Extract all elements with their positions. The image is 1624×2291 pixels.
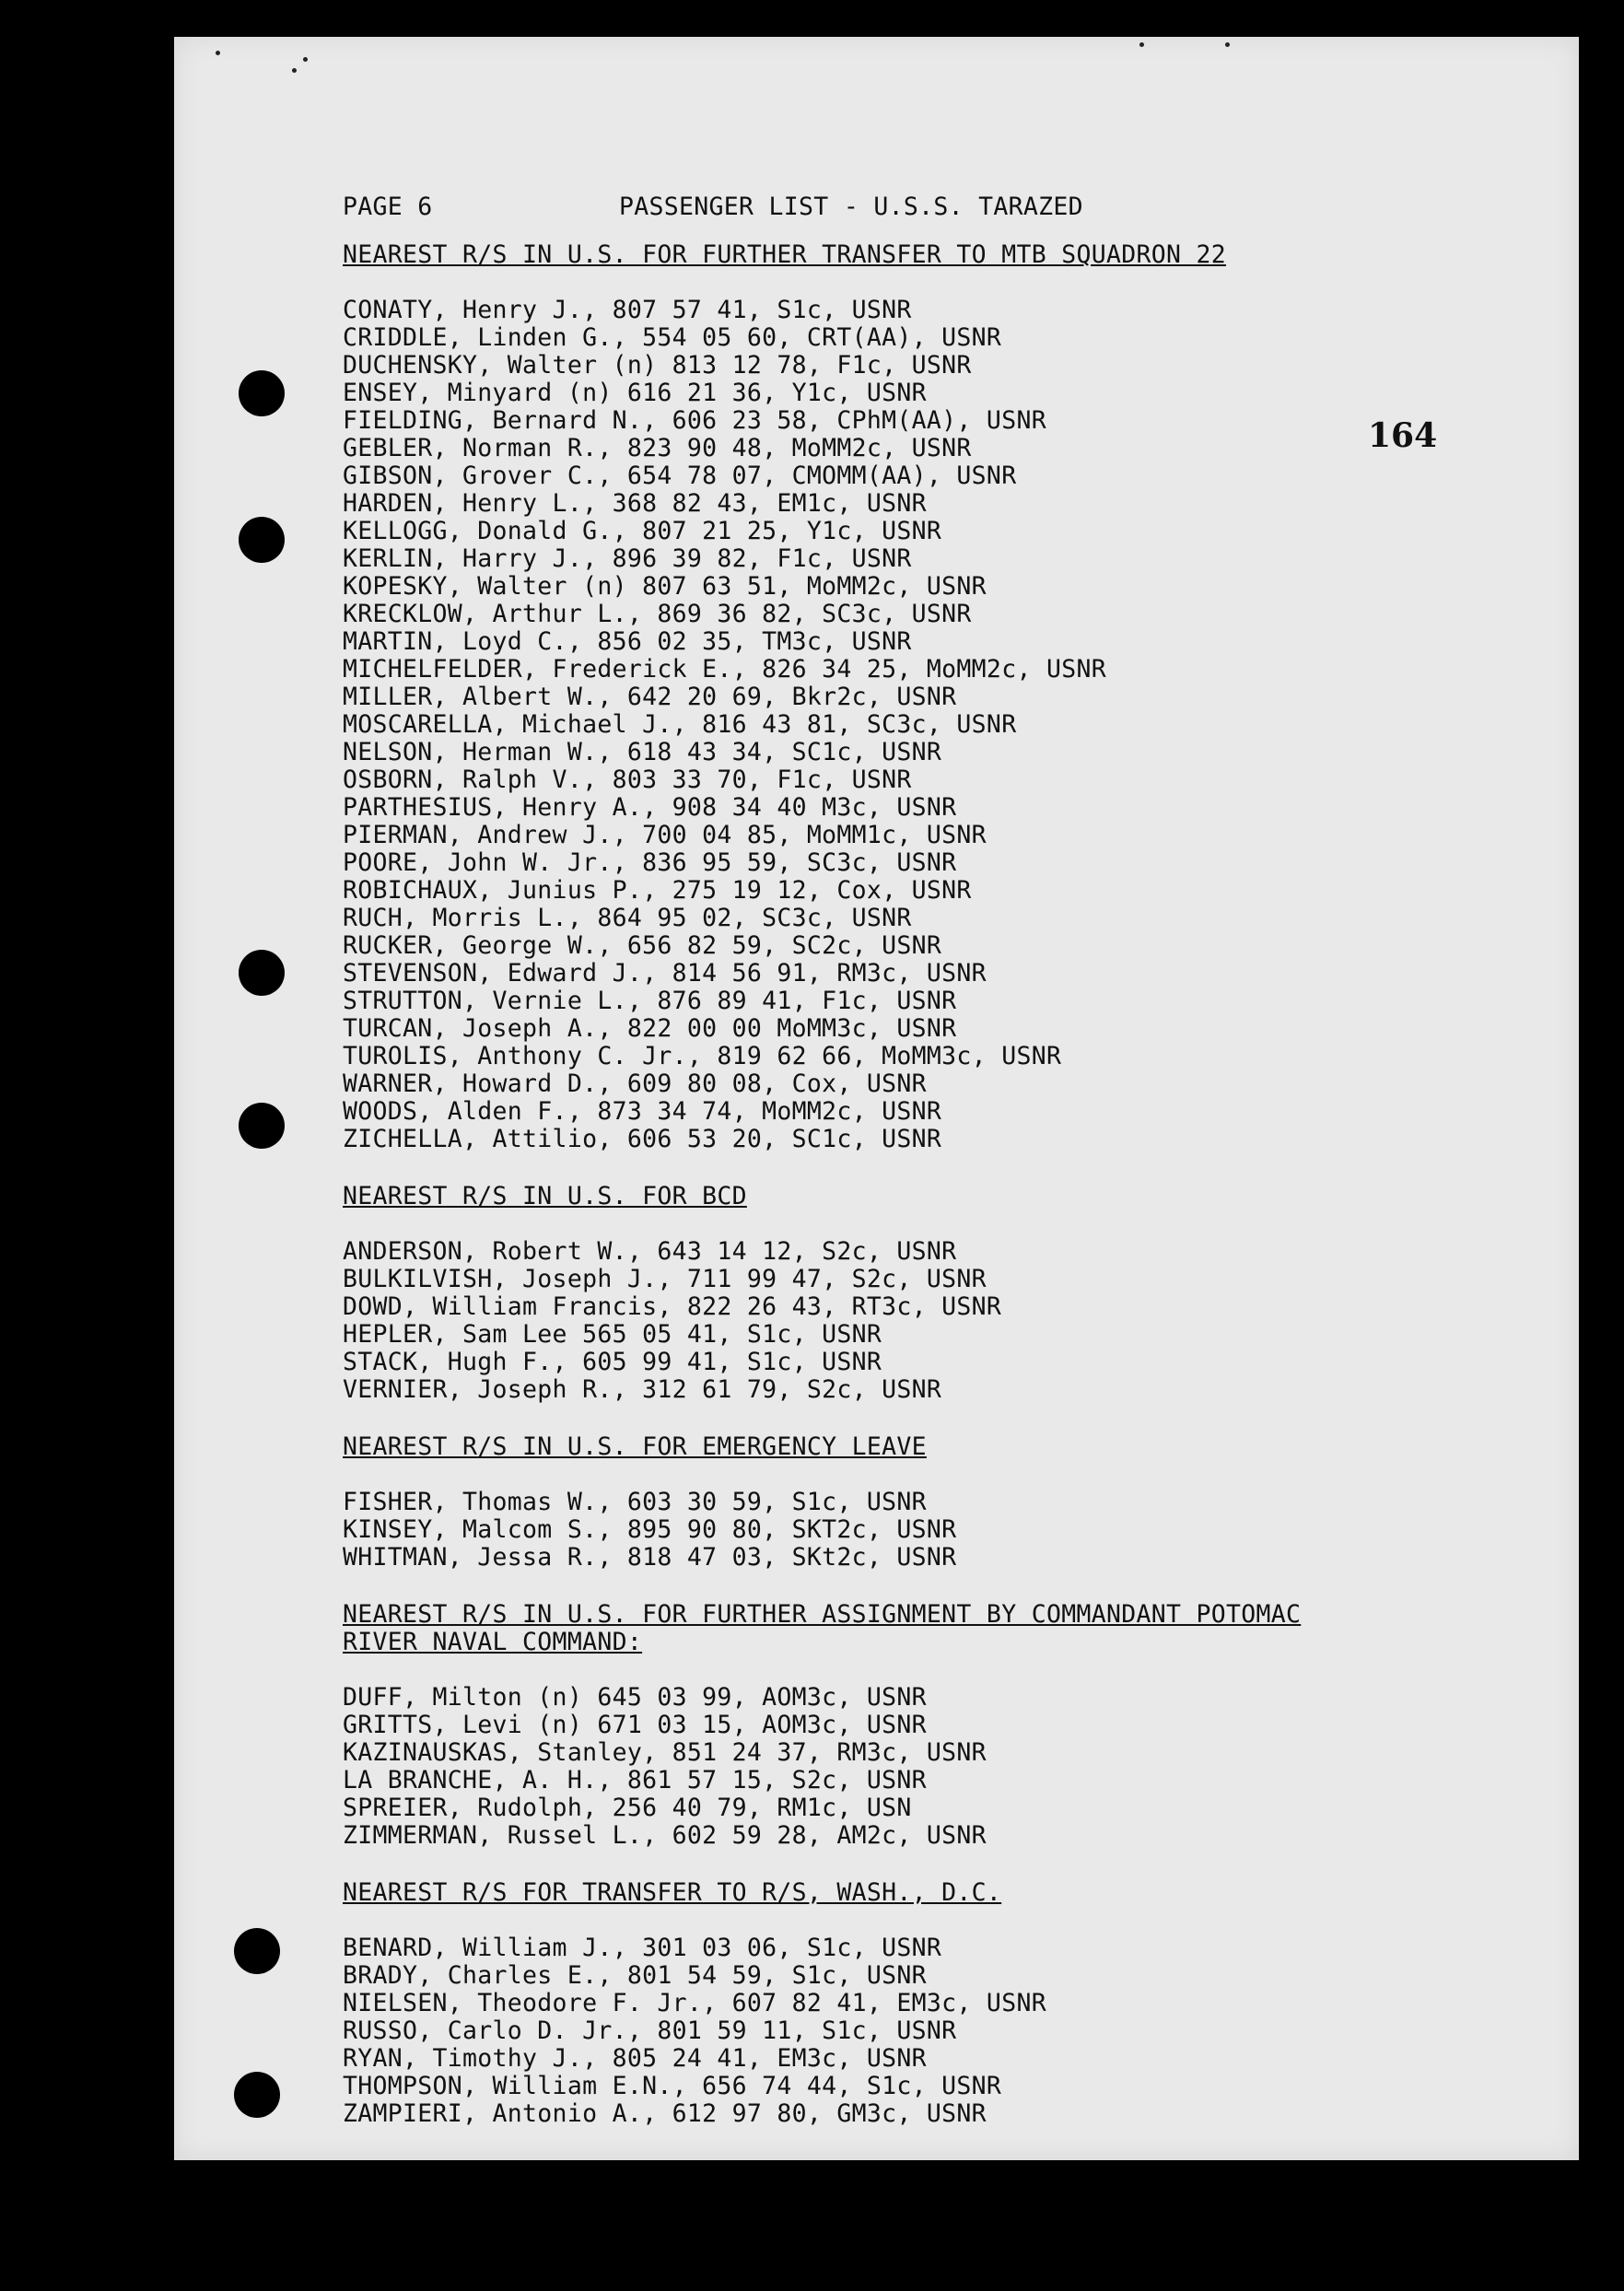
passenger-entry: SPREIER, Rudolph, 256 40 79, RM1c, USN — [343, 1794, 912, 1822]
entry-list — [343, 1238, 1540, 1404]
binder-hole — [239, 517, 285, 563]
passenger-entry: POORE, John W. Jr., 836 95 59, SC3c, USNR — [343, 848, 957, 877]
passenger-entry: TUROLIS, Anthony C. Jr., 819 62 66, MoMM3c, USNR — [343, 1042, 1062, 1070]
page-title: PASSENGER LIST - U.S.S. TARAZED — [619, 193, 1083, 221]
passenger-entry: MICHELFELDER, Frederick E., 826 34 25, MoMM2c, USNR — [343, 655, 1106, 684]
passenger-entry: DUCHENSKY, Walter (n) 813 12 78, F1c, USNR — [343, 351, 972, 380]
passenger-entry: CONATY, Henry J., 807 57 41, S1c, USNR — [343, 296, 912, 324]
passenger-entry: FISHER, Thomas W., 603 30 59, S1c, USNR — [343, 1488, 927, 1516]
binder-hole — [234, 2072, 280, 2118]
passenger-entry: PARTHESIUS, Henry A., 908 34 40 M3c, USNR — [343, 793, 957, 822]
dust-speck — [216, 51, 220, 55]
passenger-entry: HARDEN, Henry L., 368 82 43, EM1c, USNR — [343, 489, 927, 518]
page-label: PAGE 6 — [343, 193, 433, 221]
passenger-entry: MARTIN, Loyd C., 856 02 35, TM3c, USNR — [343, 627, 912, 656]
binder-hole — [239, 370, 285, 416]
passenger-entry: KELLOGG, Donald G., 807 21 25, Y1c, USNR — [343, 517, 942, 545]
dust-speck — [1225, 42, 1230, 47]
passenger-entry: KERLIN, Harry J., 896 39 82, F1c, USNR — [343, 544, 912, 573]
passenger-entry: ZIMMERMAN, Russel L., 602 59 28, AM2c, USNR — [343, 1821, 987, 1850]
passenger-entry: ZICHELLA, Attilio, 606 53 20, SC1c, USNR — [343, 1125, 942, 1153]
list-section — [343, 1879, 1540, 2128]
section-heading: NEAREST R/S IN U.S. FOR FURTHER ASSIGNMENT BY COMMANDANT POTOMAC RIVER NAVAL COMMAND: — [343, 1600, 1302, 1656]
list-section — [343, 241, 1540, 1153]
passenger-entry: ANDERSON, Robert W., 643 14 12, S2c, USNR — [343, 1237, 957, 1266]
passenger-entry: ROBICHAUX, Junius P., 275 19 12, Cox, USNR — [343, 876, 972, 905]
section-heading: NEAREST R/S IN U.S. FOR FURTHER TRANSFER TO MTB SQUADRON 22 — [343, 240, 1227, 269]
passenger-entry: KAZINAUSKAS, Stanley, 851 24 37, RM3c, USNR — [343, 1738, 987, 1767]
passenger-entry: RUCKER, George W., 656 82 59, SC2c, USNR — [343, 931, 942, 960]
section-heading: NEAREST R/S IN U.S. FOR EMERGENCY LEAVE — [343, 1432, 927, 1461]
passenger-entry: STRUTTON, Vernie L., 876 89 41, F1c, USNR — [343, 987, 957, 1015]
passenger-entry: KINSEY, Malcom S., 895 90 80, SKT2c, USNR — [343, 1515, 957, 1544]
section-heading: NEAREST R/S FOR TRANSFER TO R/S, WASH., D.C. — [343, 1878, 1002, 1907]
passenger-entry: VERNIER, Joseph R., 312 61 79, S2c, USNR — [343, 1375, 942, 1404]
sections-container — [343, 241, 1540, 2128]
passenger-entry: GRITTS, Levi (n) 671 03 15, AOM3c, USNR — [343, 1711, 927, 1739]
passenger-entry: CRIDDLE, Linden G., 554 05 60, CRT(AA), USNR — [343, 323, 1002, 352]
passenger-entry: WOODS, Alden F., 873 34 74, MoMM2c, USNR — [343, 1097, 942, 1126]
list-section — [343, 1183, 1540, 1404]
list-section — [343, 1601, 1540, 1850]
passenger-entry: BULKILVISH, Joseph J., 711 99 47, S2c, USNR — [343, 1265, 987, 1293]
passenger-entry: DUFF, Milton (n) 645 03 99, AOM3c, USNR — [343, 1683, 927, 1712]
passenger-entry: BENARD, William J., 301 03 06, S1c, USNR — [343, 1934, 942, 1962]
passenger-entry: STACK, Hugh F., 605 99 41, S1c, USNR — [343, 1348, 882, 1376]
passenger-entry: DOWD, William Francis, 822 26 43, RT3c, USNR — [343, 1292, 1002, 1321]
entry-list — [343, 1934, 1540, 2128]
document-page — [174, 37, 1579, 2160]
passenger-entry: KRECKLOW, Arthur L., 869 36 82, SC3c, USNR — [343, 600, 972, 628]
dust-speck — [292, 68, 297, 73]
passenger-list — [343, 193, 1540, 2157]
passenger-entry: RYAN, Timothy J., 805 24 41, EM3c, USNR — [343, 2044, 927, 2073]
passenger-entry: WARNER, Howard D., 609 80 08, Cox, USNR — [343, 1070, 927, 1098]
passenger-entry: FIELDING, Bernard N., 606 23 58, CPhM(AA), USNR — [343, 406, 1046, 435]
passenger-entry: THOMPSON, William E.N., 656 74 44, S1c, USNR — [343, 2072, 1002, 2100]
entry-list — [343, 1489, 1540, 1572]
passenger-entry: GEBLER, Norman R., 823 90 48, MoMM2c, USNR — [343, 434, 972, 462]
passenger-entry: ZAMPIERI, Antonio A., 612 97 80, GM3c, USNR — [343, 2099, 987, 2128]
passenger-entry: HEPLER, Sam Lee 565 05 41, S1c, USNR — [343, 1320, 882, 1349]
passenger-entry: NIELSEN, Theodore F. Jr., 607 82 41, EM3c, USNR — [343, 1989, 1046, 2017]
passenger-entry: KOPESKY, Walter (n) 807 63 51, MoMM2c, USNR — [343, 572, 987, 601]
passenger-entry: MOSCARELLA, Michael J., 816 43 81, SC3c, USNR — [343, 710, 1017, 739]
passenger-entry: WHITMAN, Jessa R., 818 47 03, SKt2c, USNR — [343, 1543, 957, 1572]
binder-hole — [239, 1103, 285, 1149]
entry-list — [343, 297, 1540, 1153]
binder-hole — [239, 950, 285, 996]
binder-hole — [234, 1928, 280, 1974]
passenger-entry: RUSSO, Carlo D. Jr., 801 59 11, S1c, USNR — [343, 2016, 957, 2045]
passenger-entry: LA BRANCHE, A. H., 861 57 15, S2c, USNR — [343, 1766, 927, 1794]
passenger-entry: OSBORN, Ralph V., 803 33 70, F1c, USNR — [343, 766, 912, 794]
page-header — [343, 193, 1540, 221]
passenger-entry: TURCAN, Joseph A., 822 00 00 MoMM3c, USNR — [343, 1014, 957, 1043]
list-section — [343, 1433, 1540, 1572]
passenger-entry: RUCH, Morris L., 864 95 02, SC3c, USNR — [343, 904, 912, 932]
dust-speck — [303, 57, 308, 62]
page-stamp-number: 164 — [1368, 416, 1438, 455]
passenger-entry: BRADY, Charles E., 801 54 59, S1c, USNR — [343, 1961, 927, 1990]
passenger-entry: NELSON, Herman W., 618 43 34, SC1c, USNR — [343, 738, 942, 766]
section-heading: NEAREST R/S IN U.S. FOR BCD — [343, 1182, 747, 1210]
dust-speck — [1139, 42, 1144, 47]
passenger-entry: ENSEY, Minyard (n) 616 21 36, Y1c, USNR — [343, 379, 927, 407]
passenger-entry: GIBSON, Grover C., 654 78 07, CMOMM(AA), USNR — [343, 462, 1017, 490]
passenger-entry: MILLER, Albert W., 642 20 69, Bkr2c, USNR — [343, 683, 957, 711]
entry-list — [343, 1684, 1540, 1850]
passenger-entry: PIERMAN, Andrew J., 700 04 85, MoMM1c, USNR — [343, 821, 987, 849]
passenger-entry: STEVENSON, Edward J., 814 56 91, RM3c, USNR — [343, 959, 987, 988]
